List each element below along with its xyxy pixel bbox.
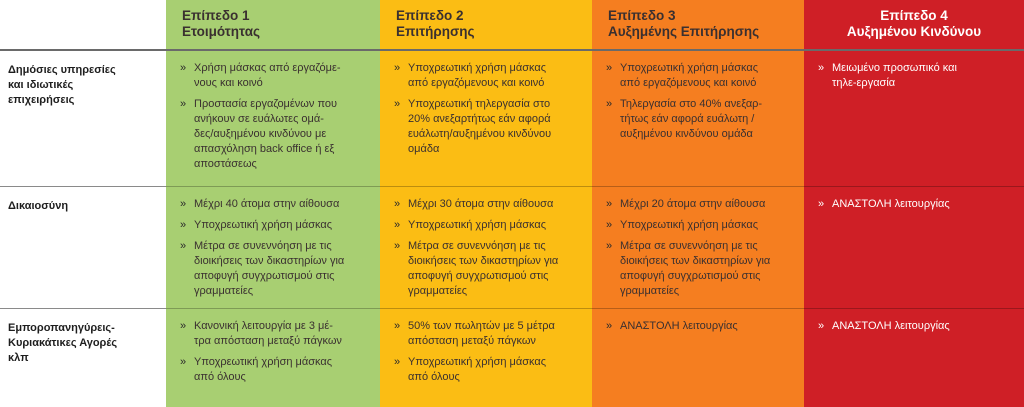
item-text: Μέτρα σε συνεννόηση με τις διοικήσεις των δικαστηρίων για αποφυγή συγχρωτισμού στις γραμματείες <box>408 240 559 297</box>
header-level-3-title: Επίπεδο 3 Αυξημένης Επιτήρησης <box>608 8 760 39</box>
item-text: Υποχρεωτική χρήση μάσκας από όλους <box>408 356 547 383</box>
list-item <box>606 97 796 142</box>
header-level-1 <box>166 0 380 51</box>
item-text: Υποχρεωτική χρήση μάσκας <box>194 219 333 231</box>
header-level-4 <box>804 0 1024 51</box>
cell-public-level-2 <box>380 51 592 187</box>
bullet-icon: » <box>180 219 187 231</box>
header-level-2-title: Επίπεδο 2 Επιτήρησης <box>396 8 475 39</box>
list-item <box>180 197 372 212</box>
bullet-icon: » <box>180 98 187 110</box>
bullet-icon: » <box>394 356 401 368</box>
list-item <box>180 319 372 349</box>
item-text: Μειωμένο προσωπικό και τηλε-εργασία <box>832 62 957 89</box>
header-corner <box>0 0 166 51</box>
row-label-text: Δημόσιες υπηρεσίες και ιδιωτικές επιχειρήσεις <box>8 64 116 106</box>
bullet-icon: » <box>394 320 401 332</box>
list-item <box>606 319 796 334</box>
bullet-icon: » <box>818 62 825 74</box>
bullet-icon: » <box>606 219 613 231</box>
cell-markets-level-1 <box>166 309 380 407</box>
cell-public-level-4 <box>804 51 1024 187</box>
bullet-icon: » <box>180 62 187 74</box>
bullet-icon: » <box>180 198 187 210</box>
item-text: Υποχρεωτική χρήση μάσκας από εργαζόμενους και κοινό <box>620 62 759 89</box>
item-text: Μέχρι 40 άτομα στην αίθουσα <box>194 198 340 210</box>
list-item <box>394 319 584 349</box>
list-item <box>606 218 796 233</box>
item-text: Κανονική λειτουργία με 3 μέ- τρα απόσταση μεταξύ πάγκων <box>194 320 342 347</box>
list-item <box>394 197 584 212</box>
list-item <box>180 218 372 233</box>
item-text: Υποχρεωτική χρήση μάσκας <box>408 219 547 231</box>
list-item <box>818 197 1016 212</box>
row-label-text: Εμποροπανηγύρεις- Κυριακάτικες Αγορές κλπ <box>8 322 118 364</box>
cell-justice-level-3 <box>592 187 804 309</box>
list-item <box>818 319 1016 334</box>
cell-markets-level-3 <box>592 309 804 407</box>
row-label-public-services <box>0 51 166 187</box>
list-item <box>180 61 372 91</box>
header-level-1-title: Επίπεδο 1 Ετοιμότητας <box>182 8 261 39</box>
list-item <box>394 355 584 385</box>
list-item <box>180 239 372 299</box>
bullet-icon: » <box>180 240 187 252</box>
item-text: Υποχρεωτική τηλεργασία στο 20% ανεξαρτήτως εάν αφορά ευάλωτη/αυξημένου κινδύνου ομάδα <box>408 98 552 155</box>
bullet-icon: » <box>394 62 401 74</box>
item-text: Τηλεργασία στο 40% ανεξαρ- τήτως εάν αφορά ευάλωτη / αυξημένου κινδύνου ομάδα <box>620 98 763 140</box>
bullet-icon: » <box>180 356 187 368</box>
list-item <box>394 218 584 233</box>
bullet-icon: » <box>394 219 401 231</box>
cell-public-level-3 <box>592 51 804 187</box>
item-text: Προστασία εργαζομένων που ανήκουν σε ευάλωτες ομά- δες/αυξημένου κινδύνου με απασχόληση back office ή εξ αποστάσεως <box>194 98 338 170</box>
list-item <box>180 355 372 385</box>
bullet-icon: » <box>818 320 825 332</box>
bullet-icon: » <box>606 198 613 210</box>
list-item <box>606 61 796 91</box>
list-item <box>818 61 1016 91</box>
cell-justice-level-2 <box>380 187 592 309</box>
row-label-text: Δικαιοσύνη <box>8 200 69 212</box>
list-item <box>394 61 584 91</box>
item-text: ΑΝΑΣΤΟΛΗ λειτουργίας <box>620 320 738 332</box>
header-level-2 <box>380 0 592 51</box>
row-label-markets <box>0 309 166 407</box>
bullet-icon: » <box>606 98 613 110</box>
list-item <box>394 239 584 299</box>
cell-justice-level-4 <box>804 187 1024 309</box>
item-text: ΑΝΑΣΤΟΛΗ λειτουργίας <box>832 320 950 332</box>
item-text: Μέτρα σε συνεννόηση με τις διοικήσεις των δικαστηρίων για αποφυγή συγχρωτισμού στις γραμματείες <box>620 240 771 297</box>
item-text: Υποχρεωτική χρήση μάσκας από εργαζόμενους και κοινό <box>408 62 547 89</box>
item-text: Υποχρεωτική χρήση μάσκας από όλους <box>194 356 333 383</box>
bullet-icon: » <box>606 62 613 74</box>
list-item <box>606 239 796 299</box>
row-label-justice <box>0 187 166 309</box>
item-text: Χρήση μάσκας από εργαζόμε- νους και κοινό <box>194 62 341 89</box>
item-text: Μέχρι 30 άτομα στην αίθουσα <box>408 198 554 210</box>
bullet-icon: » <box>394 198 401 210</box>
list-item <box>180 97 372 172</box>
list-item <box>606 197 796 212</box>
cell-justice-level-1 <box>166 187 380 309</box>
header-level-4-title: Επίπεδο 4 Αυξημένου Κινδύνου <box>846 8 982 39</box>
bullet-icon: » <box>180 320 187 332</box>
item-text: Μέτρα σε συνεννόηση με τις διοικήσεις των δικαστηρίων για αποφυγή συγχρωτισμού στις γραμματείες <box>194 240 345 297</box>
cell-markets-level-4 <box>804 309 1024 407</box>
item-text: Υποχρεωτική χρήση μάσκας <box>620 219 759 231</box>
bullet-icon: » <box>394 240 401 252</box>
bullet-icon: » <box>394 98 401 110</box>
item-text: 50% των πωλητών με 5 μέτρα απόσταση μεταξύ πάγκων <box>408 320 555 347</box>
cell-public-level-1 <box>166 51 380 187</box>
item-text: ΑΝΑΣΤΟΛΗ λειτουργίας <box>832 198 950 210</box>
header-level-3 <box>592 0 804 51</box>
bullet-icon: » <box>606 320 613 332</box>
bullet-icon: » <box>606 240 613 252</box>
item-text: Μέχρι 20 άτομα στην αίθουσα <box>620 198 766 210</box>
cell-markets-level-2 <box>380 309 592 407</box>
list-item <box>394 97 584 157</box>
bullet-icon: » <box>818 198 825 210</box>
